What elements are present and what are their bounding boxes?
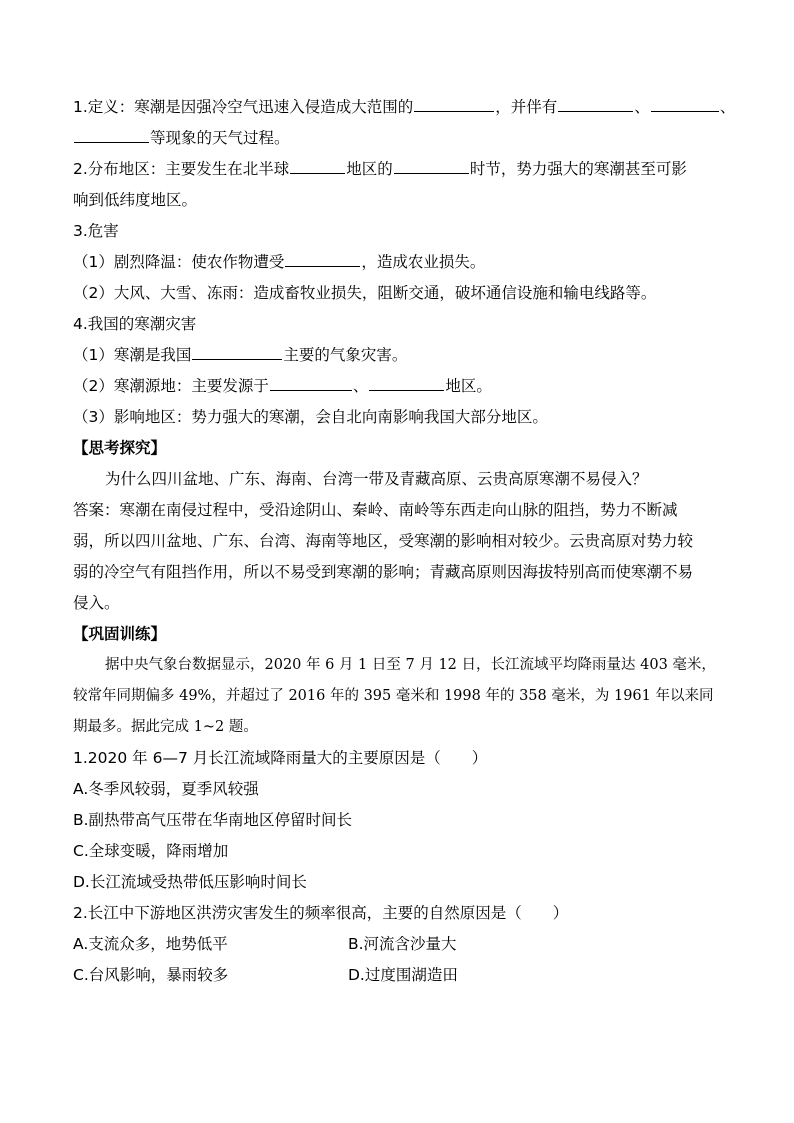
blank[interactable] <box>651 96 719 112</box>
text: 主要的气象灾害。 <box>283 346 408 364</box>
text: （1）寒潮是我国 <box>73 346 192 364</box>
text: 、 <box>634 98 650 116</box>
think-question: 为什么四川盆地、广东、海南、台湾一带及青藏高原、云贵高原寒潮不易侵入？ <box>105 470 648 488</box>
text: 时节，势力强大的寒潮甚至可影 <box>469 160 687 178</box>
item-3-line-2: （2）大风、大雪、冻雨：造成畜牧业损失，阻断交通，破坏通信设施和输电线路等。 <box>73 284 657 302</box>
text: 地区。 <box>445 377 492 395</box>
item-1-line-1 <box>73 92 736 123</box>
text: ，并伴有 <box>495 98 558 116</box>
blank[interactable] <box>558 96 633 112</box>
question-2-option-c[interactable]: C.台风影响，暴雨较多 <box>73 966 229 984</box>
text: 、 <box>719 98 736 116</box>
think-answer-3: 弱的冷空气有阻挡作用，所以不易受到寒潮的影响；青藏高原则因海拔特别高而使寒潮不易 <box>73 563 694 581</box>
item-2-line-1 <box>73 154 723 185</box>
blank[interactable] <box>74 127 149 143</box>
question-1-option-c[interactable]: C.全球变暖，降雨增加 <box>73 842 229 860</box>
question-2-stem: 2.长江中下游地区洪涝灾害发生的频率很高，主要的自然原因是（ ） <box>73 904 569 922</box>
think-answer-2: 弱，所以四川盆地、广东、台湾、海南等地区，受寒潮的影响相对较少。云贵高原对势力较 <box>73 532 694 550</box>
item-4-line-2 <box>73 371 723 402</box>
blank[interactable] <box>270 375 352 391</box>
item-4-title: 4.我国的寒潮灾害 <box>73 315 197 333</box>
think-answer-4: 侵入。 <box>73 594 120 612</box>
question-2-option-a[interactable]: A.支流众多，地势低平 <box>73 935 228 953</box>
blank[interactable] <box>394 158 469 174</box>
text: （1）剧烈降温：使农作物遭受 <box>73 253 285 271</box>
text: 等现象的天气过程。 <box>150 129 290 147</box>
item-1-line-2 <box>73 123 723 154</box>
question-1-option-b[interactable]: B.副热带高气压带在华南地区停留时间长 <box>73 811 353 829</box>
item-4-line-1 <box>73 340 723 371</box>
question-2-option-b[interactable]: B.河流含沙量大 <box>348 935 457 953</box>
question-1-option-d[interactable]: D.长江流域受热带低压影响时间长 <box>73 873 307 891</box>
text: 、 <box>352 377 369 395</box>
section-heading-think: 【思考探究】 <box>73 439 167 457</box>
text: （2）寒潮源地：主要发源于 <box>73 377 269 395</box>
blank[interactable] <box>369 375 444 391</box>
blank[interactable] <box>290 158 345 174</box>
blank[interactable] <box>414 96 494 112</box>
question-1-stem: 1.2020 年 6—7 月长江流域降雨量大的主要原因是（ ） <box>73 749 488 767</box>
question-1-option-a[interactable]: A.冬季风较弱，夏季风较强 <box>73 780 259 798</box>
question-2-options-row-2 <box>73 960 723 991</box>
question-2-options-row-1 <box>73 929 723 960</box>
practice-intro-3: 期最多。据此完成 1~2 题。 <box>73 719 258 735</box>
practice-intro-1: 据中央气象台数据显示，2020 年 6 月 1 日至 7 月 12 日，长江流域平均降雨量达 403 毫米， <box>105 657 716 673</box>
item-3-title: 3.危害 <box>73 222 119 240</box>
worksheet <box>73 92 736 991</box>
blank[interactable] <box>285 251 360 267</box>
section-heading-practice: 【巩固训练】 <box>73 625 167 643</box>
item-2-line-2: 响到低纬度地区。 <box>73 191 198 209</box>
blank[interactable] <box>192 344 282 360</box>
text: 1.定义：寒潮是因强冷空气迅速入侵造成大范围的 <box>73 98 414 116</box>
text: ，造成农业损失。 <box>361 253 486 271</box>
think-answer-1: 答案：寒潮在南侵过程中，受沿途阴山、秦岭、南岭等东西走向山脉的阻挡，势力不断减 <box>73 501 678 519</box>
question-2-option-d[interactable]: D.过度围湖造田 <box>348 966 458 984</box>
text: 地区的 <box>346 160 393 178</box>
item-3-line-1 <box>73 247 723 278</box>
item-4-line-3: （3）影响地区：势力强大的寒潮，会自北向南影响我国大部分地区。 <box>73 408 548 426</box>
text: 2.分布地区：主要发生在北半球 <box>73 160 290 178</box>
practice-intro-2: 较常年同期偏多 49%，并超过了 2016 年的 395 毫米和 1998 年的 358 毫米，为 1961 年以来同 <box>73 688 714 704</box>
